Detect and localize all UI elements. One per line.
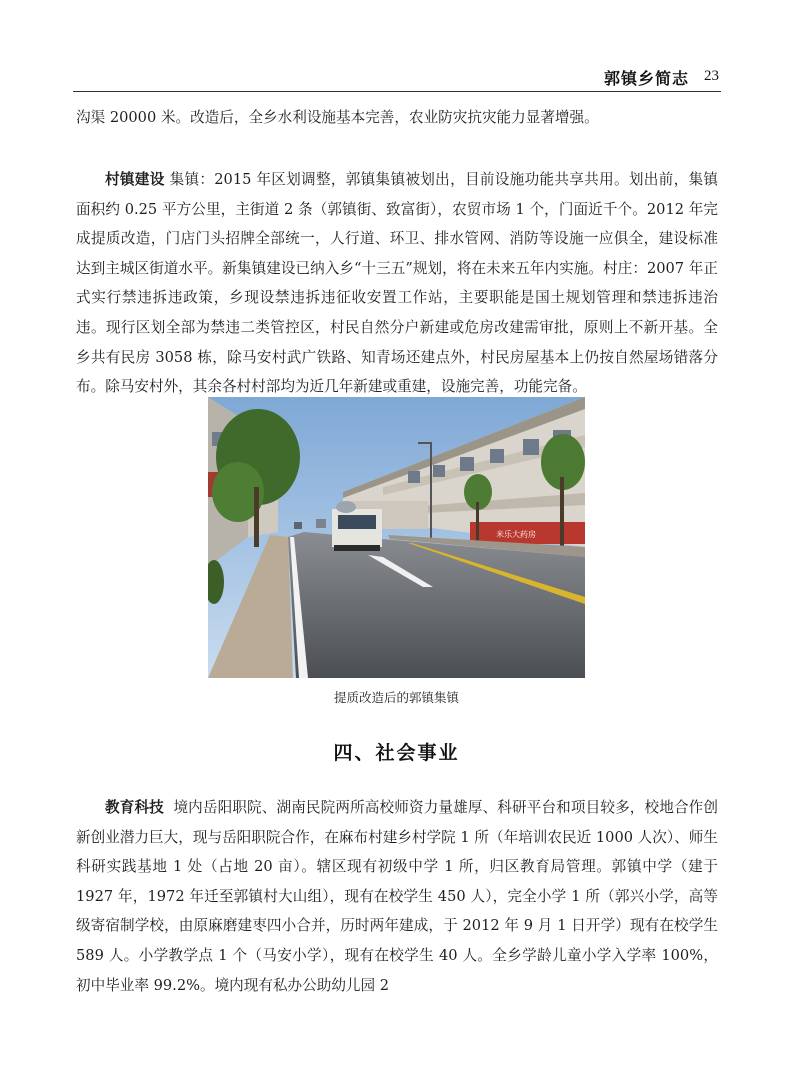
paragraph-education-technology [76,793,718,1000]
paragraph-water-conservancy: 沟渠 20000 米。改造后，全乡水利设施基本完善，农业防灾抗灾能力显著增强。 [76,109,599,126]
section-title: 四、社会事业 [333,742,460,764]
street-photo [208,397,585,678]
page-number: 23 [704,68,719,84]
book-title: 郭镇乡简志 [603,69,689,88]
paragraph-lead-village-construction: 村镇建设 [105,171,165,188]
page-header [0,58,793,94]
storefront-sign: 米乐大药房 [496,530,536,539]
paragraph-lead-education-technology: 教育科技 [105,799,164,816]
paragraph-village-construction [76,165,718,402]
header-rule [73,91,721,92]
paragraph-body-education-technology: 境内岳阳职院、湖南民院两所高校师资力量雄厚、科研平台和项目较多，校地合作创新创业潜力巨大，现与岳阳职院合作，在麻布村建乡村学院 1 所（年培训农民近 1000 人次）、师生科研实践基地 1 处（占地 20 亩）。辖区现有初级中学 1 所，归区教育局管理。郭镇中学（建于 1927 年，1972 年迁至郭镇村大山组），现有在校学生 450 人），完全小学 1 所（郭兴小学，高等级寄宿制学校，由原麻磨建枣四小合并，历时两年建成，于 2012 年 9 月 1 日开学）现有在校学生 589 人。小学教学点 1 个（马安小学），现有在校学生 40 人。全乡学龄儿童小学入学率 100%，初中毕业率 99.2%。境内现有私办公助幼儿园 2 [76,799,718,994]
figure-caption: 提质改造后的郭镇集镇 [333,690,459,705]
paragraph-body-village-construction: 集镇：2015 年区划调整，郭镇集镇被划出，目前设施功能共享共用。划出前，集镇面积约 0.25 平方公里，主街道 2 条（郭镇街、致富街），农贸市场 1 个，门面近千个。2012 年完成提质改造，门店门头招牌全部统一，人行道、环卫、排水管网、消防等设施一应俱全，建设标准达到主城区街道水平。新集镇建设已纳入乡“十三五”规划，将在未来五年内实施。村庄：2007 年正式实行禁违拆违政策，乡现设禁违拆违征收安置工作站，主要职能是国土规划管理和禁违拆违治违。现行区划全部为禁违二类管控区，村民自然分户新建或危房改建需审批，原则上不新开基。全乡共有民房 3058 栋，除马安村武广铁路、知青场还建点外，村民房屋基本上仍按自然屋场错落分布。除马安村外，其余各村村部均为近几年新建或重建，设施完善，功能完备。 [76,171,718,396]
